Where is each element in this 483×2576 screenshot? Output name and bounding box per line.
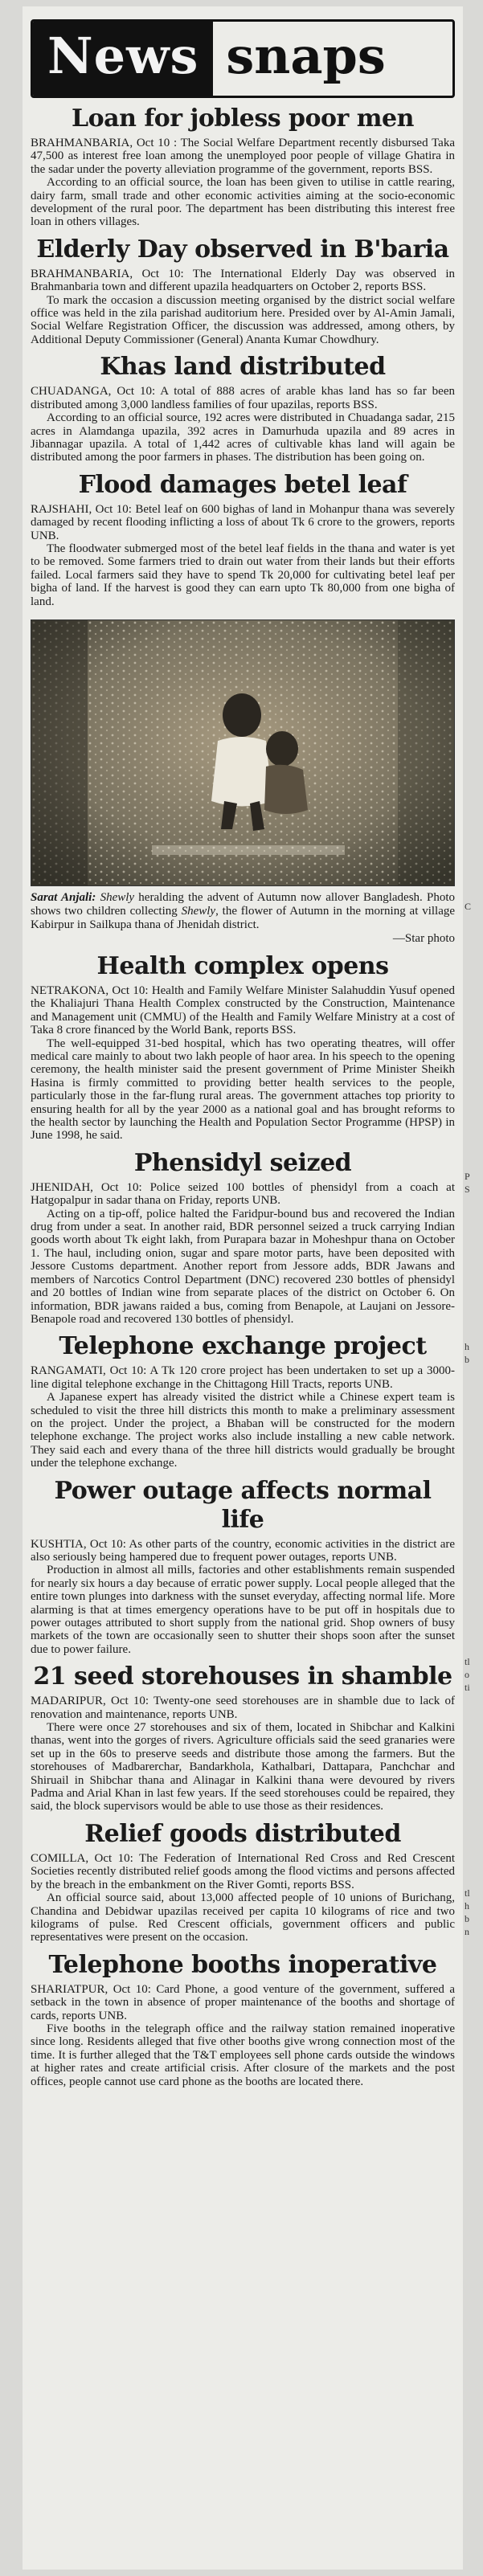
edge-fragment: P: [465, 1171, 470, 1182]
edge-fragment: o: [465, 1669, 469, 1680]
story-headline: 21 seed storehouses in shamble: [33, 1662, 452, 1691]
story-paragraph: Production in almost all mills, factories and other establishments remain suspended for nearly six hours a day because of erratic power supply. Local people alleged that the entire town plunges into darkness with the sunset everyday, affecting normal life. More alarming is that at times emergency operations have to be put off in hospitals due to power outages attributed to short supply from the national grid. Shop owners of busy markets of the town are occasionally seen to shutter their shops soon after the sunset due to power failure.: [31, 1564, 455, 1656]
masthead-snaps: snaps: [226, 27, 386, 85]
edge-fragment: tl: [465, 1656, 470, 1667]
story-paragraph: NETRAKONA, Oct 10: Health and Family Welfare Minister Salahuddin Yusuf opened the Khaliajuri Thana Health Complex constructed by the Construction, Maintenance and Management unit (CMMU) of the Health and Family Welfare Ministry at a cost of Taka 8 crore financed by the World Bank, reports BSS.: [31, 983, 455, 1037]
caption-title: Sarat Anjali:: [31, 890, 96, 904]
story-headline: Relief goods distributed: [84, 1819, 401, 1848]
story-headline: Telephone booths inoperative: [48, 1950, 437, 1979]
story-headline: Elderly Day observed in B'baria: [36, 235, 449, 264]
edge-fragment: h: [465, 1341, 469, 1352]
story-headline: Flood damages betel leaf: [78, 470, 407, 499]
story-loan-jobless: [31, 104, 455, 229]
story-headline: Loan for jobless poor men: [72, 104, 414, 133]
news-photo: [31, 619, 455, 886]
story-paragraph: Acting on a tip-off, police halted the Faridpur-bound bus and recovered the Indian drug from under a seat. In another raid, BDR personnel seized a truck carrying Indian goods worth about Tk eight lakh, from Purapara bazar in Moheshpur thana on October 1. The haul, including onion, sugar and spare motor parts, have been deposited with Jessore Customs department. Another report from Jessore adds, BDR Jawans and members of Narcotics Control Department (DNC) recovered 230 bottles of phensidyl and 20 bottles of Indian wine from separate places of the district on October 6. On information, BDR jawans raided a bus, coming from Benapole, at Laujani on Jessore-Benapole road and recovered 130 bottles of phensidyl.: [31, 1207, 455, 1326]
edge-fragment: h: [465, 1900, 469, 1912]
story-paragraph: SHARIATPUR, Oct 10: Card Phone, a good venture of the government, suffered a setback in the town in absence of proper maintenance of the booths and shortage of cards, reports UNB.: [31, 1982, 455, 2022]
story-seed-storehouses: [31, 1662, 455, 1813]
story-paragraph: JHENIDAH, Oct 10: Police seized 100 bottles of phensidyl from a coach at Hatgopalpur in sadar thana on Friday, reports UNB.: [31, 1180, 455, 1208]
edge-fragment: b: [465, 1913, 469, 1924]
story-health-complex: [31, 952, 455, 1143]
adjacent-column-fragment: [465, 900, 482, 2507]
story-elderly-day: [31, 235, 455, 346]
edge-fragment: n: [465, 1926, 469, 1937]
story-paragraph: BRAHMANBARIA, Oct 10: The International Elderly Day was observed in Brahmanbaria town and different upazila headquarters on October 2, reports BSS.: [31, 267, 455, 294]
story-paragraph: RAJSHAHI, Oct 10: Betel leaf on 600 bighas of land in Mohanpur thana was severely damaged by recent flooding inflicting a loss of about Tk 6 crore to the growers, reports UNB.: [31, 502, 455, 542]
caption-text: , the flower of Autumn in the morning at village Kabirpur in Sailkupa thana of Jhenidah district.: [31, 904, 456, 931]
story-betel-leaf: [31, 471, 455, 608]
story-phensidyl: [31, 1149, 455, 1326]
story-paragraph: According to an official source, 192 acres were distributed in Chuadanga sadar, 215 acres in Alamdanga upazila, 392 acres in Damurhuda upazila and 89 acres in Jibannagar upazila. A total of 1,442 acres of cultivable khas land will again be distributed among the poor farmers in phases. The distribution has been going on.: [31, 411, 455, 464]
story-paragraph: The floodwater submerged most of the betel leaf fields in the thana and water is yet to be removed. Some farmers tried to drain out water from their lands but their efforts failed. Local farmers said they have to spend Tk 20,000 for cultivating betel leaf per bigha of land. If the harvest is good they can earn upto Tk 80,000 from one bigha of land.: [31, 542, 455, 608]
story-power-outage: [31, 1477, 455, 1657]
story-telephone-exchange: [31, 1332, 455, 1470]
story-paragraph: KUSHTIA, Oct 10: As other parts of the country, economic activities in the district are also seriously being hampered due to frequent power outages, reports UNB.: [31, 1537, 455, 1564]
edge-fragment: tl: [465, 1887, 470, 1899]
story-paragraph: An official source said, about 13,000 affected people of 10 unions of Burichang, Chandina and Debidwar upazilas received per capita 10 kilograms of rice and two kilograms of pulse. Red Crescent officials, government officers and public representatives were present on the occasion.: [31, 1891, 455, 1944]
story-paragraph: CHUADANGA, Oct 10: A total of 888 acres of arable khas land has so far been distributed among 3,000 landless families of four upazilas, reports BSS.: [31, 385, 455, 411]
story-telephone-booths: [31, 1951, 455, 2088]
news-column: [23, 6, 463, 2570]
story-paragraph: RANGAMATI, Oct 10: A Tk 120 crore project has been undertaken to set up a 3000-line digital telephone exchange in the Chittagong Hill Tracts, reports UNB.: [31, 1364, 455, 1391]
story-headline: Khas land distributed: [100, 353, 386, 382]
story-paragraph: To mark the occasion a discussion meeting organised by the district social welfare office was held in the zila parishad auditorium here. Presided over by Al-Amin Jamali, Social Welfare Registration Officer, the discussion was addressed, among others, by Additional Deputy Commissioner (General) Ananta Kumar Chowdhury.: [31, 293, 455, 346]
story-headline: Telephone exchange project: [59, 1332, 427, 1361]
story-paragraph: According to an official source, the loan has been given to utilise in cattle rearing, dairy farm, small trade and other economic activities aiming at the socio-economic development of the rural poor. The department has been distributing this interest free loan in others villages.: [31, 176, 455, 229]
story-headline: Phensidyl seized: [133, 1148, 352, 1177]
edge-fragment: ti: [465, 1682, 470, 1693]
story-paragraph: The well-equipped 31-bed hospital, which has two operating theatres, will offer medical care mainly to about two lakh people of haor area. In his speech to the opening ceremony, the health minister said the present government of Prime Minister Sheikh Hasina is firmly committed to providing better health services to the people, particularly those in the far-flung rural areas. The government attaches top priority to ensuring health for all by the year 2000 as a national goal and has brought reforms to the health sector by launching the Health and Population Sector Programme (HPSP) in June 1998, he said.: [31, 1037, 455, 1143]
caption-italic-word: Shewly: [181, 904, 216, 918]
caption-text: heralding the advent of Autumn now allover Bangladesh. Photo shows two children collecting: [31, 890, 456, 918]
story-headline: Health complex opens: [96, 951, 389, 980]
story-paragraph: BRAHMANBARIA, Oct 10 : The Social Welfare Department recently disbursed Taka 47,500 as interest free loan among the unemployed poor people of village Ghatira in the sadar under the poverty alleviation programme of the government, reports BSS.: [31, 137, 455, 176]
news-snaps-masthead: [31, 19, 455, 98]
story-paragraph: Five booths in the telegraph office and the railway station remained inoperative since long. Residents alleged that five other booths give wrong connection most of the time. It is further alleged that the T&T employees sell phone cards outside the windows at higher rates and create artificial crisis. After closure of the markets and the post offices, people cannot use card phone as the booths are located there.: [31, 2022, 455, 2088]
masthead-news: News: [33, 22, 213, 96]
caption-italic-word: Shewly: [100, 890, 135, 904]
story-relief-goods: [31, 1820, 455, 1944]
photo-caption: [31, 891, 455, 946]
story-paragraph: There were once 27 storehouses and six of them, located in Shibchar and Kalkini thanas, went into the gorges of rivers. Agriculture officials said the seed granaries were set up in the 60s to preserve seeds and distribute those among the farmers. But the storehouses of Madbarerchar, Bandarkhola, Kathalbari, Dattapara, Panchchar and Shiruail in Shibchar thana and Alinagar in Kalkini thana were devoured by rivers Padma and Arial Khan in last few years. If the seed storehouses could be repaired, they said, the block supervisors would be able to use those as their residences.: [31, 1721, 455, 1813]
edge-fragment: C: [465, 901, 472, 912]
edge-fragment: S: [465, 1184, 470, 1195]
story-paragraph: COMILLA, Oct 10: The Federation of International Red Cross and Red Crescent Societies recently distributed relief goods among the flood victims and persons affected by the breach in the embankment on the River Gomti, reports BSS.: [31, 1851, 455, 1891]
photo-credit: —Star photo: [392, 931, 455, 945]
story-khas-land: [31, 353, 455, 464]
story-paragraph: MADARIPUR, Oct 10: Twenty-one seed storehouses are in shamble due to lack of renovation and maintenance, reports UNB.: [31, 1695, 455, 1721]
story-paragraph: A Japanese expert has already visited the district while a Chinese expert team is scheduled to visit the three hill districts this month to make a preliminary assessment on the project. Under the project, a Bhaban will be constructed for the modern telephone exchange. The project works also include installing a new cable network. They said each and every thana of the three hill districts would gradually be brought under the telephone exchange.: [31, 1391, 455, 1470]
photo-children-collecting-flowers: [31, 620, 454, 885]
story-headline: Power outage affects normal life: [54, 1476, 432, 1534]
edge-fragment: b: [465, 1354, 469, 1365]
